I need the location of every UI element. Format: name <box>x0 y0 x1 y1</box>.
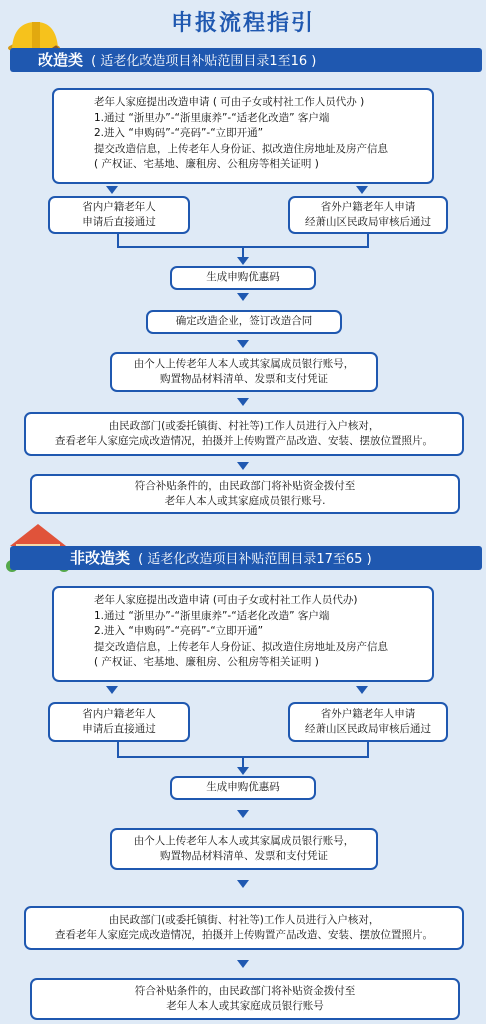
apply-step-box <box>52 586 434 682</box>
in-province-box <box>48 702 190 742</box>
flow-arrow <box>237 462 249 470</box>
flow-arrow <box>237 960 249 968</box>
out-province-box <box>288 196 448 234</box>
verify-box <box>24 906 464 950</box>
in-province-box <box>48 196 190 234</box>
flow-arrow <box>356 686 368 694</box>
pay-line: 符合补贴条件的，由民政部门将补贴资金拨付至 <box>134 984 356 997</box>
in-province-line: 省内户籍老年人 <box>82 707 156 720</box>
in-province-line: 申请后直接通过 <box>82 723 156 735</box>
flow-arrow <box>237 767 249 775</box>
flow-arrow <box>106 186 118 194</box>
pay-box <box>30 474 460 514</box>
out-province-box <box>288 702 448 742</box>
flow-arrow <box>106 686 118 694</box>
apply-line: 2.进入 “申购码”-“亮码”-“立即开通” <box>94 127 264 139</box>
upload-box <box>110 352 378 392</box>
page-title: 申报流程指引 <box>170 11 315 36</box>
apply-line: 老年人家庭提出改造申请 (可由子女或村社工作人员代办) <box>94 594 358 606</box>
verify-line: 查看老年人家庭完成改造情况，拍摄并上传购置产品改造、安装、摆放位置照片。 <box>55 929 433 941</box>
out-province-line: 省外户籍老年人申请 <box>320 707 416 720</box>
flow-arrow <box>237 340 249 348</box>
apply-line: 1.通过 “浙里办”-“浙里康养”-“适老化改造” 客户端 <box>94 609 330 622</box>
section-name: 非改造类 <box>70 549 131 567</box>
apply-line: 提交改造信息，上传老年人身份证、拟改造住房地址及房产信息 <box>94 640 388 653</box>
apply-line: 老年人家庭提出改造申请 ( 可由子女或村社工作人员代办 ) <box>94 96 365 108</box>
flow-arrow <box>237 293 249 301</box>
verify-box <box>24 412 464 456</box>
connector-line <box>367 234 369 246</box>
coupon-code-box <box>170 776 316 800</box>
connector-line <box>117 234 119 246</box>
section-note: ( 适老化改造项目补贴范围目录17至65 ) <box>138 552 372 567</box>
pay-box <box>30 978 460 1020</box>
in-province-line: 申请后直接通过 <box>82 216 156 228</box>
upload-line: 购置物品材料清单、发票和支付凭证 <box>160 850 328 862</box>
apply-line: ( 产权证、宅基地、廉租房、公租房等相关证明 ) <box>94 158 319 170</box>
section-header-renovation <box>10 48 482 72</box>
pay-line: 符合补贴条件的，由民政部门将补贴资金拨付至 <box>134 479 356 492</box>
apply-line: 1.通过 “浙里办”-“浙里康养”-“适老化改造” 客户端 <box>94 111 330 124</box>
section-note: ( 适老化改造项目补贴范围目录1至16 ) <box>91 54 317 69</box>
out-province-line: 省外户籍老年人申请 <box>320 200 416 213</box>
apply-step-box <box>52 88 434 184</box>
upload-line: 由个人上传老年人本人或其家属成员银行账号， <box>133 834 355 847</box>
section-header-non-renovation <box>10 546 482 570</box>
verify-line: 由民政部门(或委托镇街、村社等)工作人员进行入户核对， <box>108 913 380 926</box>
coupon-code-box <box>170 266 316 290</box>
coupon-code-text: 生成申购优惠码 <box>206 781 280 794</box>
apply-line: ( 产权证、宅基地、廉租房、公租房等相关证明 ) <box>94 656 319 668</box>
flow-arrow <box>356 186 368 194</box>
in-province-line: 省内户籍老年人 <box>82 200 156 213</box>
upload-box <box>110 828 378 870</box>
verify-line: 查看老年人家庭完成改造情况，拍摄并上传购置产品改造、安装、摆放位置照片。 <box>55 435 433 447</box>
contract-box <box>146 310 342 334</box>
flow-arrow <box>237 257 249 265</box>
apply-line: 2.进入 “申购码”-“亮码”-“立即开通” <box>94 625 264 637</box>
apply-line: 提交改造信息，上传老年人身份证、拟改造住房地址及房产信息 <box>94 142 388 155</box>
coupon-code-text: 生成申购优惠码 <box>206 271 280 284</box>
out-province-line: 经萧山区民政局审核后通过 <box>305 216 431 228</box>
connector-line <box>117 742 119 756</box>
pay-line: 老年人本人或其家庭成员银行账号 <box>166 1000 324 1012</box>
verify-line: 由民政部门(或委托镇街、村社等)工作人员进行入户核对， <box>108 419 380 432</box>
flow-arrow <box>237 398 249 406</box>
upload-line: 由个人上传老年人本人或其家属成员银行账号， <box>133 357 355 370</box>
connector-line <box>367 742 369 756</box>
section-name: 改造类 <box>38 51 84 69</box>
pay-line: 老年人本人或其家庭成员银行账号. <box>164 495 326 507</box>
flow-arrow <box>237 810 249 818</box>
out-province-line: 经萧山区民政局审核后通过 <box>305 723 431 735</box>
upload-line: 购置物品材料清单、发票和支付凭证 <box>160 373 328 385</box>
contract-text: 确定改造企业，签订改造合同 <box>175 315 313 328</box>
flow-arrow <box>237 880 249 888</box>
